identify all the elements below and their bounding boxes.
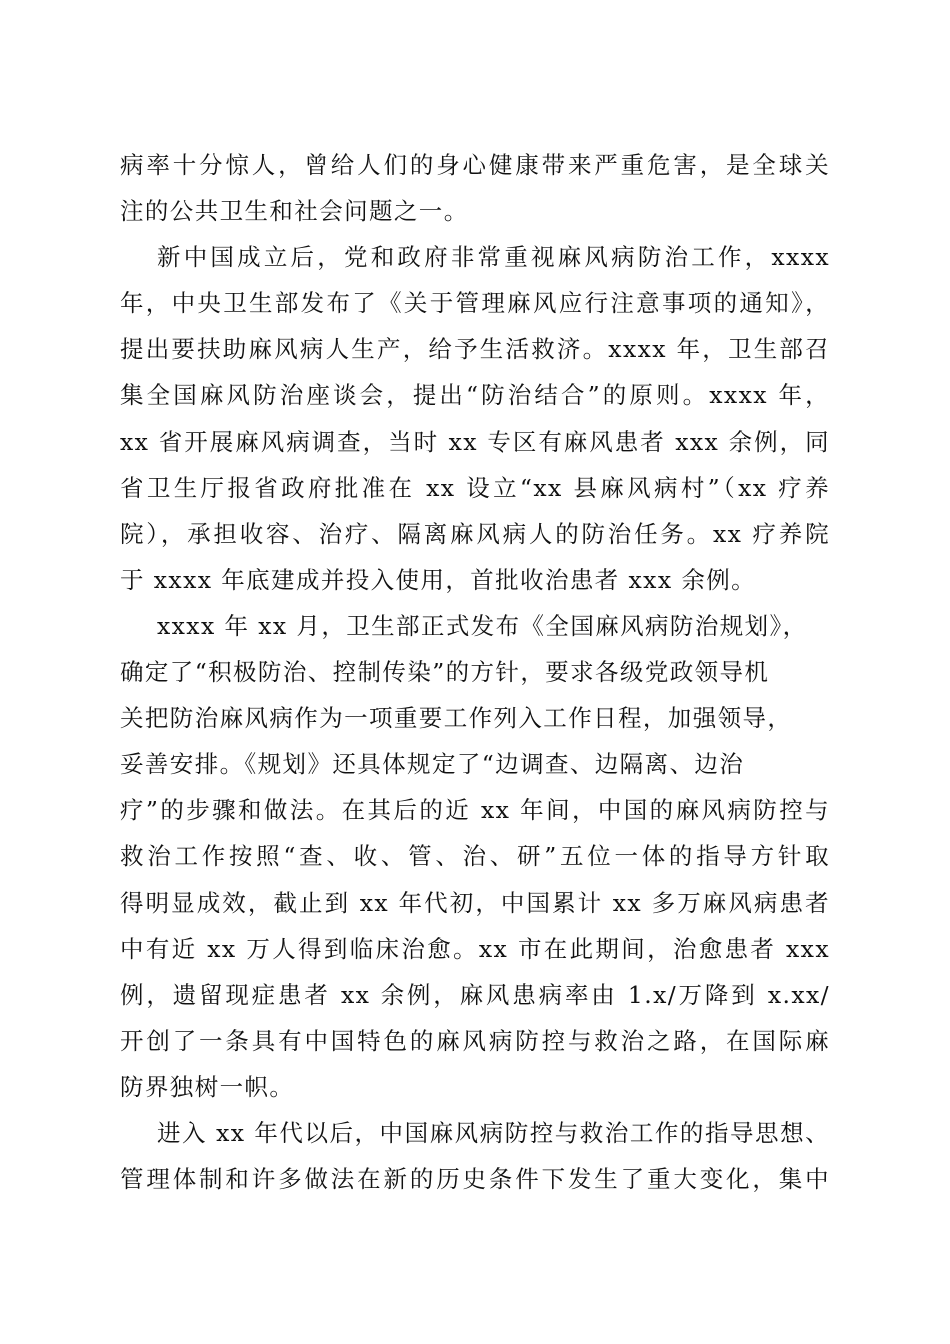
text-line: 例，遗留现症患者 xx 余例，麻风患病率由 1.x/万降到 x.xx/ bbox=[120, 980, 830, 1009]
text-line: 病率十分惊人，曾给人们的身心健康带来严重危害，是全球关 bbox=[120, 151, 830, 179]
text-line: 得明显成效，截止到 xx 年代初，中国累计 xx 多万麻风病患者 bbox=[120, 888, 830, 917]
text-line: 关把防治麻风病作为一项重要工作列入工作日程，加强领导， bbox=[120, 704, 793, 733]
text-line: 管理体制和许多做法在新的历史条件下发生了重大变化，集中 bbox=[120, 1165, 830, 1194]
text-line: 中有近 xx 万人得到临床治愈。xx 市在此期间，治愈患者 xxx bbox=[120, 934, 830, 963]
text-line: 妥善安排。《规划》还具体规定了“边调查、边隔离、边治 bbox=[120, 750, 745, 779]
text-line: 注的公共卫生和社会问题之一。 bbox=[120, 197, 469, 226]
text-line: 开创了一条具有中国特色的麻风病防控与救治之路，在国际麻 bbox=[120, 1026, 830, 1055]
document-body bbox=[120, 142, 830, 1202]
text-line: 集全国麻风防治座谈会，提出“防治结合”的原则。xxxx 年， bbox=[120, 381, 830, 410]
text-line: 进入 xx 年代以后，中国麻风病防控与救治工作的指导思想、 bbox=[157, 1118, 830, 1147]
text-line: 救治工作按照“查、收、管、治、研”五位一体的指导方针取 bbox=[120, 842, 830, 871]
text-line: 院），承担收容、治疗、隔离麻风病人的防治任务。xx 疗养院 bbox=[120, 519, 830, 548]
text-line: 防界独树一帜。 bbox=[120, 1072, 295, 1101]
text-line: 疗”的步骤和做法。在其后的近 xx 年间，中国的麻风病防控与 bbox=[120, 796, 830, 825]
text-line: xx 省开展麻风病调查，当时 xx 专区有麻风患者 xxx 余例，同 bbox=[120, 427, 830, 456]
text-line: 提出要扶助麻风病人生产，给予生活救济。xxxx 年，卫生部召 bbox=[120, 335, 830, 364]
text-line: xxxx 年 xx 月，卫生部正式发布《全国麻风病防治规划》， bbox=[157, 611, 808, 640]
text-line: 于 xxxx 年底建成并投入使用，首批收治患者 xxx 余例。 bbox=[120, 565, 757, 594]
text-line: 确定了“积极防治、控制传染”的方针，要求各级党政领导机 bbox=[120, 658, 770, 687]
text-line: 年，中央卫生部发布了《关于管理麻风应行注意事项的通知》， bbox=[120, 289, 830, 318]
text-line: 省卫生厅报省政府批准在 xx 设立“xx 县麻风病村”（xx 疗养 bbox=[120, 473, 830, 502]
text-line: 新中国成立后，党和政府非常重视麻风病防治工作，xxxx bbox=[157, 243, 830, 272]
